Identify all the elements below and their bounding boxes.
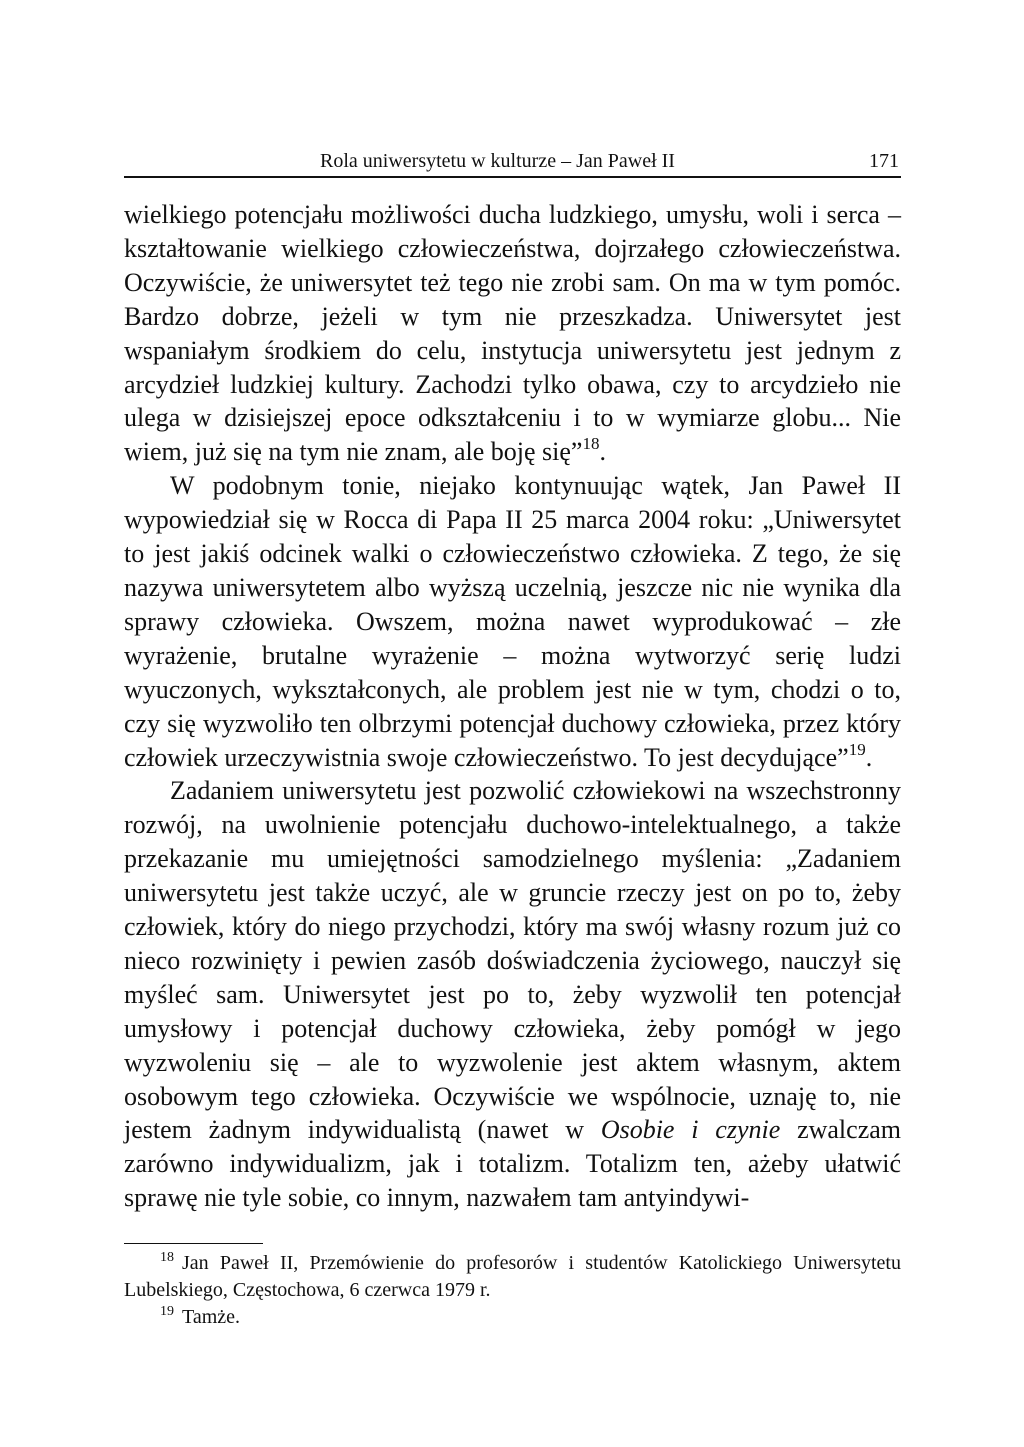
book-page [124,148,901,1331]
footnote-ref-18: 18 [582,434,600,454]
footnote-18 [124,1250,901,1304]
paragraph-2-text: W podobnym tonie, niejako kontynuując wątek, Jan Paweł II wypowiedział się w Rocca di Papa II 25 marca 2004 roku: „Uniwersytet to jest jakiś odcinek walki o człowieczeństwo człowieka. Z tego, że się nazywa uniwersytetem albo wyższą uczelnią, jeszcze nic nie wynika dla sprawy człowieka. Owszem, można nawet wyprodukować – złe wyrażenie, brutalne wyrażenie – można wytworzyć serię ludzi wyuczonych, wykształconych, ale problem jest nie w tym, chodzi o to, czy się wyzwoliło ten olbrzymi potencjał duchowy człowieka, przez który człowiek urzeczywistnia swoje człowieczeństwo. To jest decydujące” [124,471,901,772]
paragraph-3 [124,774,901,1215]
footnote-separator [124,1243,263,1244]
footnote-number: 18 [160,1250,174,1266]
paragraph-1-end: . [599,437,606,467]
page-number: 171 [869,150,899,172]
footnote-ref-19: 19 [848,739,866,759]
footnotes [124,1250,901,1331]
paragraph-3-text: Zadaniem uniwersytetu jest pozwolić człowiekowi na wszechstronny rozwój, na uwolnienie potencjału duchowo-intelektualnego, a także przekazanie mu umiejętności samodzielnego myślenia: „Zadaniem uniwersytetu jest także uczyć, ale w gruncie rzeczy jest on po to, żeby człowiek, który do niego przychodzi, który ma swój własny rozum już co nieco rozwinięty i pewien zasób doświadczenia życiowego, nauczył się myśleć sam. Uniwersytet jest po to, żeby wyzwolił ten potencjał umysłowy i potencjał duchowy człowieka, żeby pomógł w jego wyzwoleniu się – ale to wyzwolenie jest aktem własnym, aktem osobowym tego człowieka. Oczywiście we wspólnocie, uznaję to, nie jestem żadnym indywidualistą (nawet w [124,776,901,1145]
book-title-italic: Osobie i czynie [600,1115,781,1145]
running-title: Rola uniwersytetu w kulturze – Jan Paweł II [320,150,675,172]
paragraph-3-end: zwalczam zarówno indywidualizm, jak i totalizm. Totalizm ten, ażeby ułatwić sprawę nie tyle sobie, co innym, nazwałem tam antyindywi- [124,1115,901,1213]
paragraph-2 [124,469,901,774]
footnote-text: Tamże. [182,1306,241,1329]
paragraph-1 [124,198,901,469]
footnote-19 [124,1304,901,1331]
main-text [124,198,901,1215]
running-header [124,148,901,178]
footnote-text: Jan Paweł II, Przemówienie do profesorów i studentów Katolickiego Uniwersytetu Lubelskiego, Częstochowa, 6 czerwca 1979 r. [124,1252,901,1302]
paragraph-2-end: . [865,742,873,772]
footnote-number: 19 [160,1304,174,1320]
paragraph-1-text: wielkiego potencjału możliwości ducha ludzkiego, umysłu, woli i serca – kształtowanie wielkiego człowieczeństwa, dojrzałego człowieczeństwa. Oczywiście, że uniwersytet też tego nie zrobi sam. On ma w tym pomóc. Bardzo dobrze, jeżeli w tym nie przeszkadza. Uniwersytet jest wspaniałym środkiem do celu, instytucja uniwersytetu jest jednym z arcydzieł ludzkiej kultury. Zachodzi tylko obawa, czy to arcydzieło nie ulega w dzisiejszej epoce odkształceniu i to w wymiarze globu... Nie wiem, już się na tym nie znam, ale boję się” [124,200,901,467]
